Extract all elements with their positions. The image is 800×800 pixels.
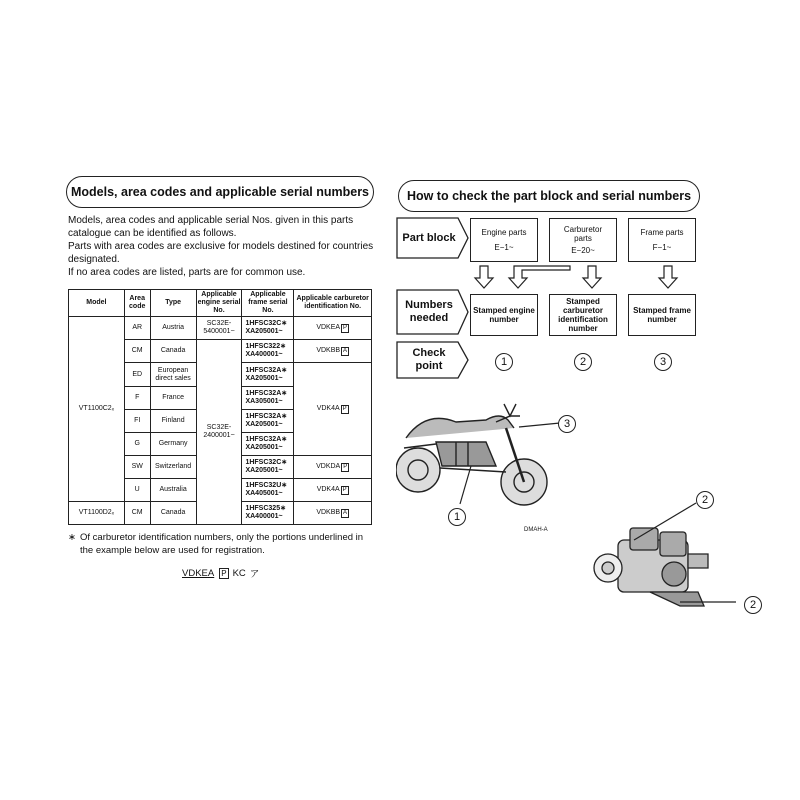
area-code-cell: CM [124, 502, 150, 525]
motorcycle-illustration [396, 398, 566, 528]
check-point-1: 1 [495, 353, 513, 371]
area-code-cell: F [124, 387, 150, 410]
area-code-cell: U [124, 479, 150, 502]
carb-id: VDKBB [316, 346, 341, 354]
type-cell: Canada [150, 340, 196, 363]
area-code-cell: ED [124, 363, 150, 387]
carb-id-cell [294, 340, 372, 363]
carb-id: VDK4A [316, 404, 340, 412]
carb-parts-box [549, 218, 617, 262]
footnote-text: Of carburetor identification numbers, only the portions underlined in the example below are used for registration. [80, 532, 364, 556]
type-cell: France [150, 387, 196, 410]
arrow-down-icon [583, 266, 601, 288]
carb-id: VDKDA [316, 462, 341, 470]
header-model: Model [69, 290, 125, 317]
engine-parts-box [470, 218, 538, 262]
header-engine-serial: Applicable engine serial No. [196, 290, 242, 317]
frame-serial-cell: 1HFSC32A∗ XA205001~ [242, 363, 294, 387]
carb-box: A [343, 347, 348, 354]
header-carb-id: Applicable carburetor identification No. [294, 290, 372, 317]
carb-code: E−20~ [571, 246, 595, 255]
engine-illustration [590, 498, 750, 628]
frame-serial-cell: 1HFSC32C∗ XA205001~ [242, 456, 294, 479]
frame-parts-label: Frame parts [640, 228, 684, 237]
check-point-3: 3 [654, 353, 672, 371]
type-cell: European direct sales [150, 363, 196, 387]
frame-serial-cell: 1HFSC325∗ XA400001~ [242, 502, 294, 525]
area-code-cell: FI [124, 410, 150, 433]
model-cell: VT1100D2ₓ [69, 502, 125, 525]
part-block-label: Part block [402, 231, 456, 244]
intro-line: Models, area codes and applicable serial Nos. given in this parts catalogue can be identified as follows. [68, 215, 354, 239]
carb-id: VDK4A [316, 485, 340, 493]
frame-code: F−1~ [652, 243, 672, 252]
example-part3: ア [249, 569, 260, 580]
intro-text [68, 214, 374, 279]
carb-box: P [342, 405, 347, 412]
intro-line: Parts with area codes are exclusive for models destined for countries designated. [68, 241, 374, 265]
left-section-header: Models, area codes and applicable serial numbers [66, 176, 374, 208]
example-part1: VDKEA [182, 567, 215, 579]
model-cell: VT1100C2ₓ [69, 317, 125, 502]
carb-id: VDKBB [316, 508, 341, 516]
arrow-down-icon [475, 266, 493, 288]
area-code-cell: AR [124, 317, 150, 340]
carb-id: VDKEA [316, 323, 341, 331]
footnote-star: ∗ [68, 532, 76, 543]
frame-serial-cell: 1HFSC32A∗ XA205001~ [242, 433, 294, 456]
carb-id-cell [294, 317, 372, 340]
area-code-cell: SW [124, 456, 150, 479]
marker-2-top: 2 [696, 491, 714, 509]
frame-serial-cell: 1HFSC32A∗ XA305001~ [242, 387, 294, 410]
stamped-engine-box: Stamped engine number [470, 294, 538, 336]
carb-id-cell [294, 502, 372, 525]
frame-parts-box [628, 218, 696, 262]
carb-id-cell [294, 479, 372, 502]
check-point-2: 2 [574, 353, 592, 371]
carb-id-cell [294, 456, 372, 479]
engine-code: E−1~ [494, 243, 514, 252]
flow-arrows [470, 262, 700, 292]
carb-box: P [343, 463, 348, 470]
arrow-down-left-icon [509, 266, 570, 288]
serial-table [68, 289, 372, 525]
header-frame-serial: Applicable frame serial No. [242, 290, 294, 317]
footnote [68, 531, 378, 557]
example-box: P [221, 568, 227, 578]
check-point-label: Check point [412, 347, 446, 372]
stamped-carb-box: Stamped carburetor identification number [549, 294, 617, 336]
area-code-cell: CM [124, 340, 150, 363]
carb-box: P [342, 486, 347, 493]
carb-id-cell [294, 363, 372, 456]
frame-serial-cell: 1HFSC322∗ XA400001~ [242, 340, 294, 363]
frame-serial-cell: 1HFSC32A∗ XA205001~ [242, 410, 294, 433]
engine-parts-label: Engine parts [481, 228, 527, 237]
type-cell: Switzerland [150, 456, 196, 479]
carb-parts-label: Carburetor parts [563, 225, 603, 243]
type-cell: Austria [150, 317, 196, 340]
type-cell: Australia [150, 479, 196, 502]
arrow-down-icon [659, 266, 677, 288]
engine-serial-cell: SC32E-2400001~ [196, 340, 242, 525]
type-cell: Finland [150, 410, 196, 433]
area-code-cell: G [124, 433, 150, 456]
marker-3: 3 [558, 415, 576, 433]
numbers-needed-label: Numbers needed [405, 299, 453, 324]
carb-box: A [343, 509, 348, 516]
type-cell: Germany [150, 433, 196, 456]
header-type: Type [150, 290, 196, 317]
stamped-frame-box: Stamped frame number [628, 294, 696, 336]
right-section-header: How to check the part block and serial numbers [398, 180, 700, 212]
marker-1: 1 [448, 508, 466, 526]
marker-2-bottom: 2 [744, 596, 762, 614]
frame-serial-cell: 1HFSC32U∗ XA405001~ [242, 479, 294, 502]
carb-box: P [343, 324, 348, 331]
type-cell: Canada [150, 502, 196, 525]
frame-serial-cell: 1HFSC32C∗ XA205001~ [242, 317, 294, 340]
header-area-code: Area code [124, 290, 150, 317]
figure-code: DMAH-A [524, 527, 548, 533]
engine-serial-cell: SC32E-5400001~ [196, 317, 242, 340]
example-part2: KC [232, 567, 246, 579]
carb-example [182, 566, 259, 580]
intro-line: If no area codes are listed, parts are for common use. [68, 267, 306, 278]
